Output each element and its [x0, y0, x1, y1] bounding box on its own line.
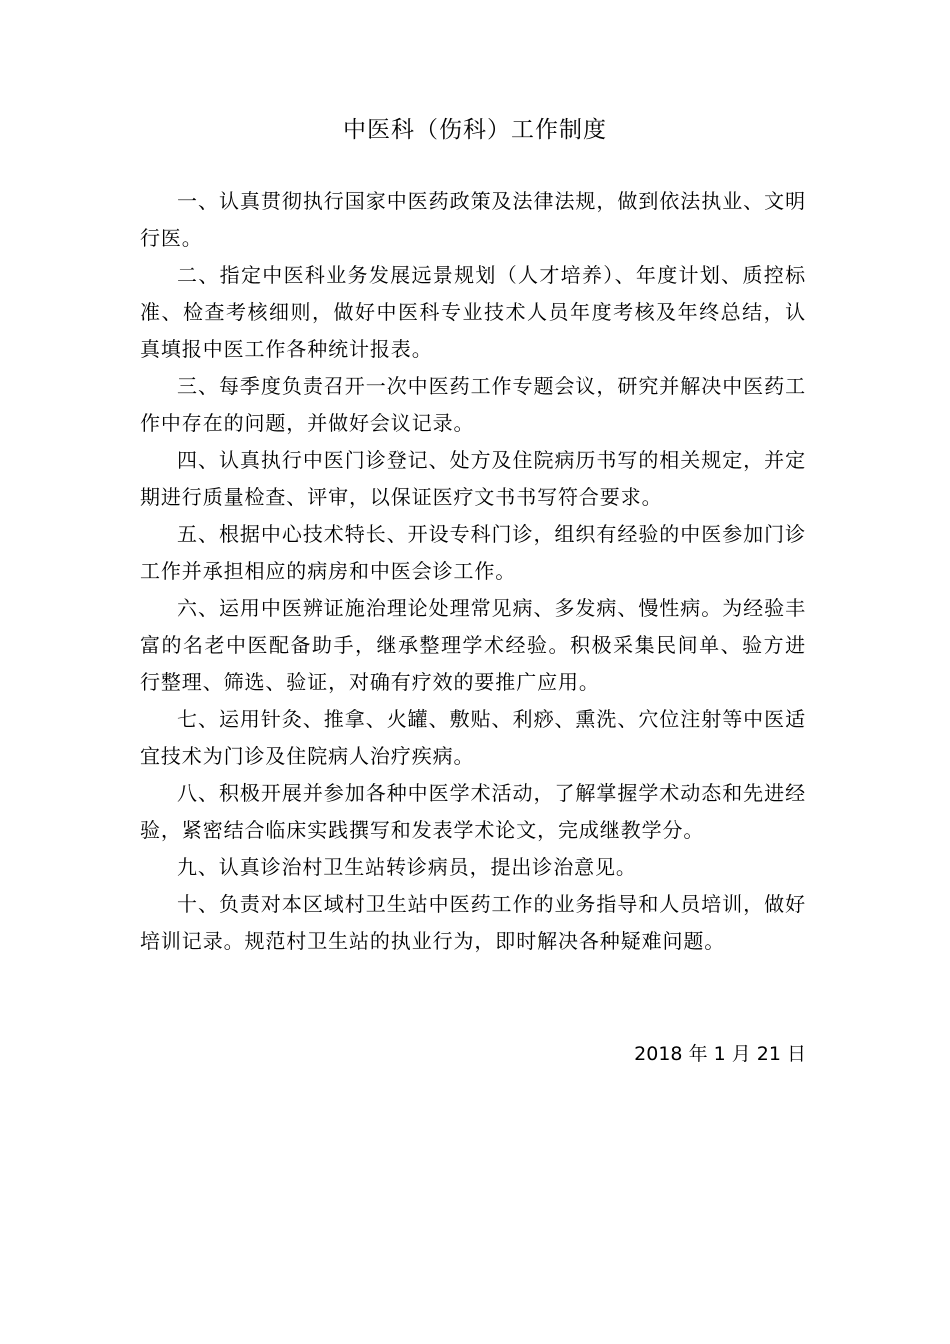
- clause-1: 一、认真贯彻执行国家中医药政策及法律法规，做到依法执业、文明行医。: [140, 189, 806, 250]
- clause-8: 八、积极开展并参加各种中医学术活动，了解掌握学术动态和先进经验，紧密结合临床实践撰写和发表学术论文，完成继教学分。: [140, 781, 806, 842]
- document-date: 2018 年 1 月 21 日: [634, 1043, 806, 1065]
- clause-9: 九、认真诊治村卫生站转诊病员，提出诊治意见。: [177, 855, 637, 879]
- clause-10: 十、负责对本区域村卫生站中医药工作的业务指导和人员培训，做好培训记录。规范村卫生站的执业行为，即时解决各种疑难问题。: [140, 892, 806, 953]
- document-body: [140, 183, 806, 960]
- clause-5: 五、根据中心技术特长、开设专科门诊，组织有经验的中医参加门诊工作并承担相应的病房和中医会诊工作。: [140, 522, 806, 583]
- clause-6: 六、运用中医辨证施治理论处理常见病、多发病、慢性病。为经验丰富的名老中医配备助手，继承整理学术经验。积极采集民间单、验方进行整理、筛选、验证，对确有疗效的要推广应用。: [140, 596, 806, 694]
- document-title: 中医科（伤科）工作制度: [343, 117, 607, 143]
- clause-3: 三、每季度负责召开一次中医药工作专题会议，研究并解决中医药工作中存在的问题，并做好会议记录。: [140, 374, 806, 435]
- clause-2: 二、指定中医科业务发展远景规划（人才培养）、年度计划、质控标准、检查考核细则，做好中医科专业技术人员年度考核及年终总结，认真填报中医工作各种统计报表。: [140, 263, 806, 361]
- clause-4: 四、认真执行中医门诊登记、处方及住院病历书写的相关规定，并定期进行质量检查、评审，以保证医疗文书书写符合要求。: [140, 448, 806, 509]
- clause-7: 七、运用针灸、推拿、火罐、敷贴、利痧、熏洗、穴位注射等中医适宜技术为门诊及住院病人治疗疾病。: [140, 707, 806, 768]
